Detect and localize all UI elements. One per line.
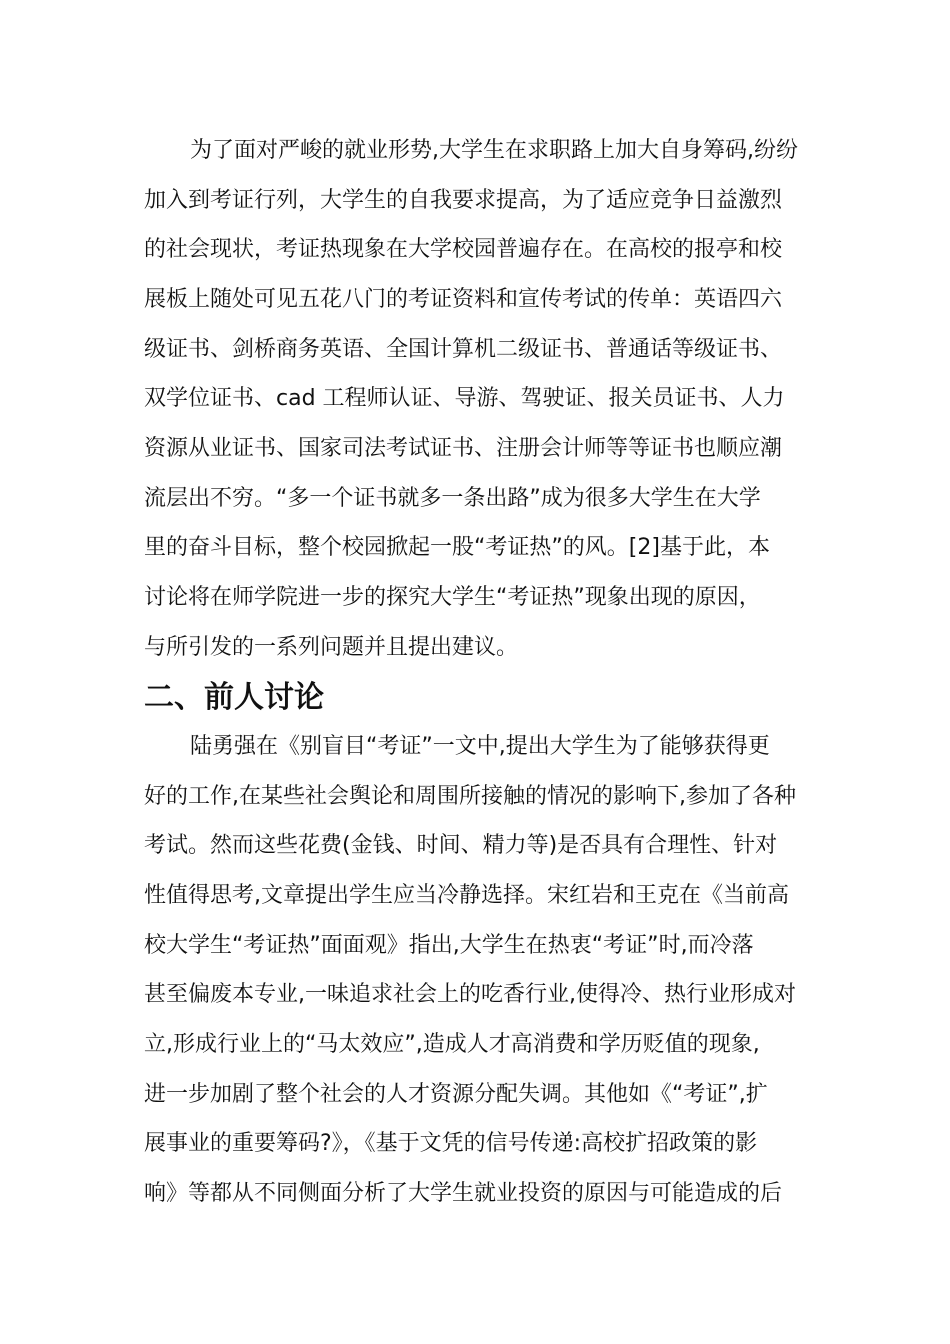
paragraph-1-line-2: 加入到考证行列，大学生的自我要求提高，为了适应竞争日益激烈 bbox=[144, 188, 783, 213]
paragraph-2-line-4: 性值得思考,文章提出学生应当冷静选择。宋红岩和王克在《当前高 bbox=[144, 883, 789, 908]
paragraph-2-line-9: 展事业的重要筹码?》，《基于文凭的信号传递:高校扩招政策的影 bbox=[144, 1131, 758, 1156]
paragraph-1-line-6: 双学位证书、cad 工程师认证、导游、驾驶证、报关员证书、人力 bbox=[144, 386, 785, 411]
paragraph-2-line-2: 好的工作,在某些社会舆论和周围所接触的情况的影响下,参加了各种 bbox=[144, 784, 796, 809]
paragraph-1-line-9: 里的奋斗目标，整个校园掀起一股“考证热”的风。[2]基于此，本 bbox=[144, 535, 770, 560]
paragraph-1-line-3: 的社会现状，考证热现象在大学校园普遍存在。在高校的报亭和校 bbox=[144, 237, 783, 262]
paragraph-2-line-3: 考试。然而这些花费(金钱、时间、精力等)是否具有合理性、针对 bbox=[144, 833, 778, 858]
paragraph-2-line-8: 进一步加剧了整个社会的人才资源分配失调。其他如《“考证”,扩 bbox=[144, 1082, 768, 1107]
paragraph-1-line-10: 讨论将在师学院进一步的探究大学生“考证热”现象出现的原因， bbox=[144, 585, 761, 610]
paragraph-2-line-6: 甚至偏废本专业,一味追求社会上的吃香行业,使得冷、热行业形成对 bbox=[144, 982, 796, 1007]
paragraph-2-line-5: 校大学生“考证热”面面观》指出,大学生在热衷“考证”时,而冷落 bbox=[144, 933, 754, 958]
section-heading: 二、前人讨论 bbox=[144, 680, 324, 715]
paragraph-2-line-1: 陆勇强在《别盲目“考证”一文中,提出大学生为了能够获得更 bbox=[190, 734, 770, 759]
paragraph-1-line-5: 级证书、剑桥商务英语、全国计算机二级证书、普通话等级证书、 bbox=[144, 337, 783, 362]
paragraph-1-line-1: 为了面对严峻的就业形势,大学生在求职路上加大自身筹码,纷纷 bbox=[190, 138, 798, 163]
paragraph-2-line-7: 立,形成行业上的“马太效应”,造成人才高消费和学历贬值的现象, bbox=[144, 1032, 760, 1057]
paragraph-1-line-4: 展板上随处可见五花八门的考证资料和宣传考试的传单：英语四六 bbox=[144, 287, 783, 312]
paragraph-2-line-10: 响》等都从不同侧面分析了大学生就业投资的原因与可能造成的后 bbox=[144, 1181, 783, 1206]
paragraph-1-line-8: 流层出不穷。“多一个证书就多一条出路”成为很多大学生在大学 bbox=[144, 486, 761, 511]
paragraph-1-line-7: 资源从业证书、国家司法考试证书、注册会计师等等证书也顺应潮 bbox=[144, 436, 783, 461]
paragraph-1-line-11: 与所引发的一系列问题并且提出建议。 bbox=[144, 635, 519, 660]
